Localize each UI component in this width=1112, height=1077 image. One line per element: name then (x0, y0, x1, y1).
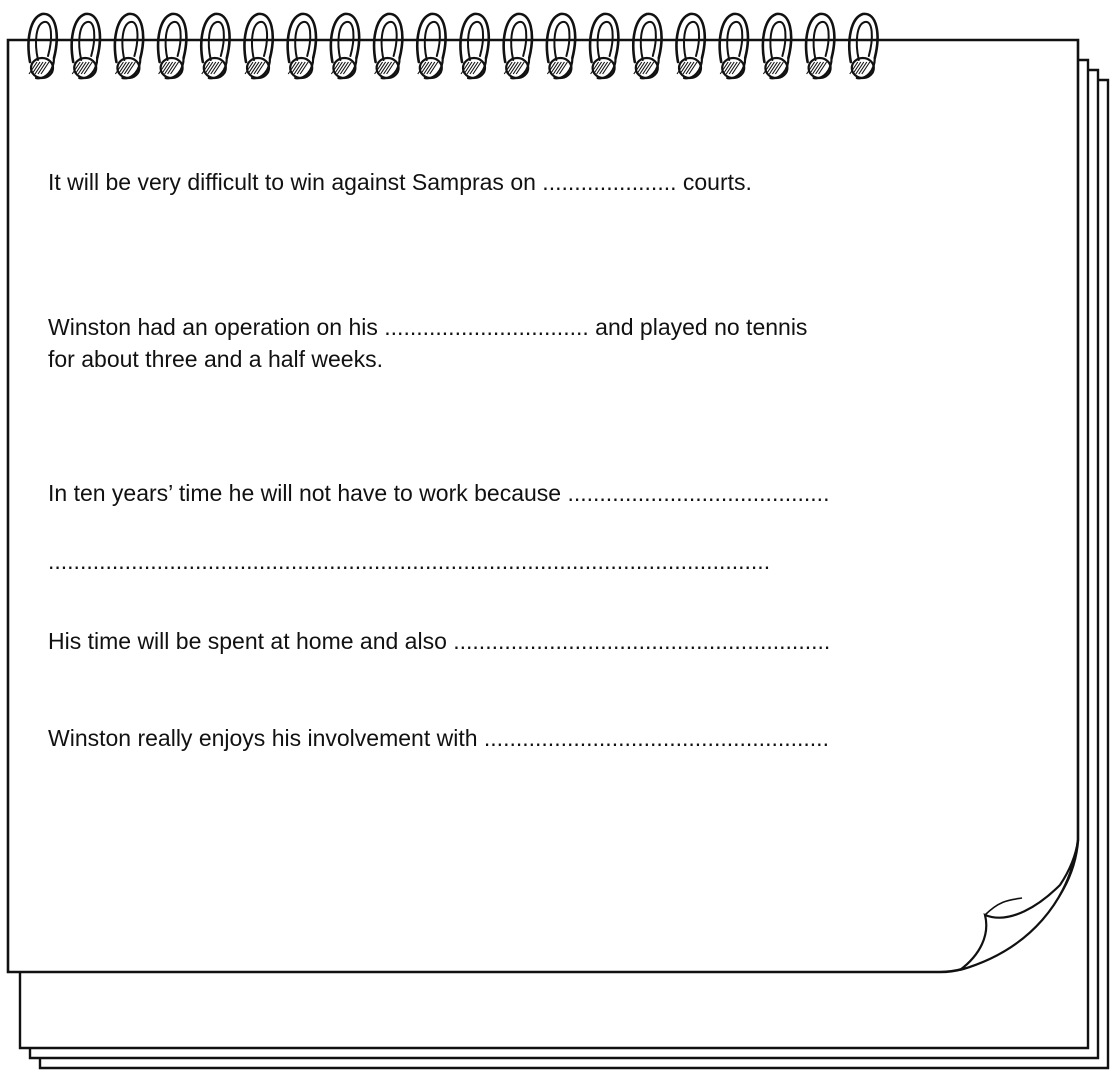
question-3-text: In ten years’ time he will not have to work because ......................................... (48, 480, 830, 506)
question-3-answer-line: ................................................................................................................. (48, 548, 771, 574)
question-4-text: His time will be spent at home and also ........................................................... (48, 628, 831, 654)
question-5-text: Winston really enjoys his involvement with ...................................................... (48, 725, 829, 751)
question-2-continuation: for about three and a half weeks. (48, 346, 383, 372)
question-2-text: Winston had an operation on his ................................ and played no tennis (48, 314, 808, 340)
question-1-text: It will be very difficult to win against Sampras on ..................... courts. (48, 169, 752, 195)
